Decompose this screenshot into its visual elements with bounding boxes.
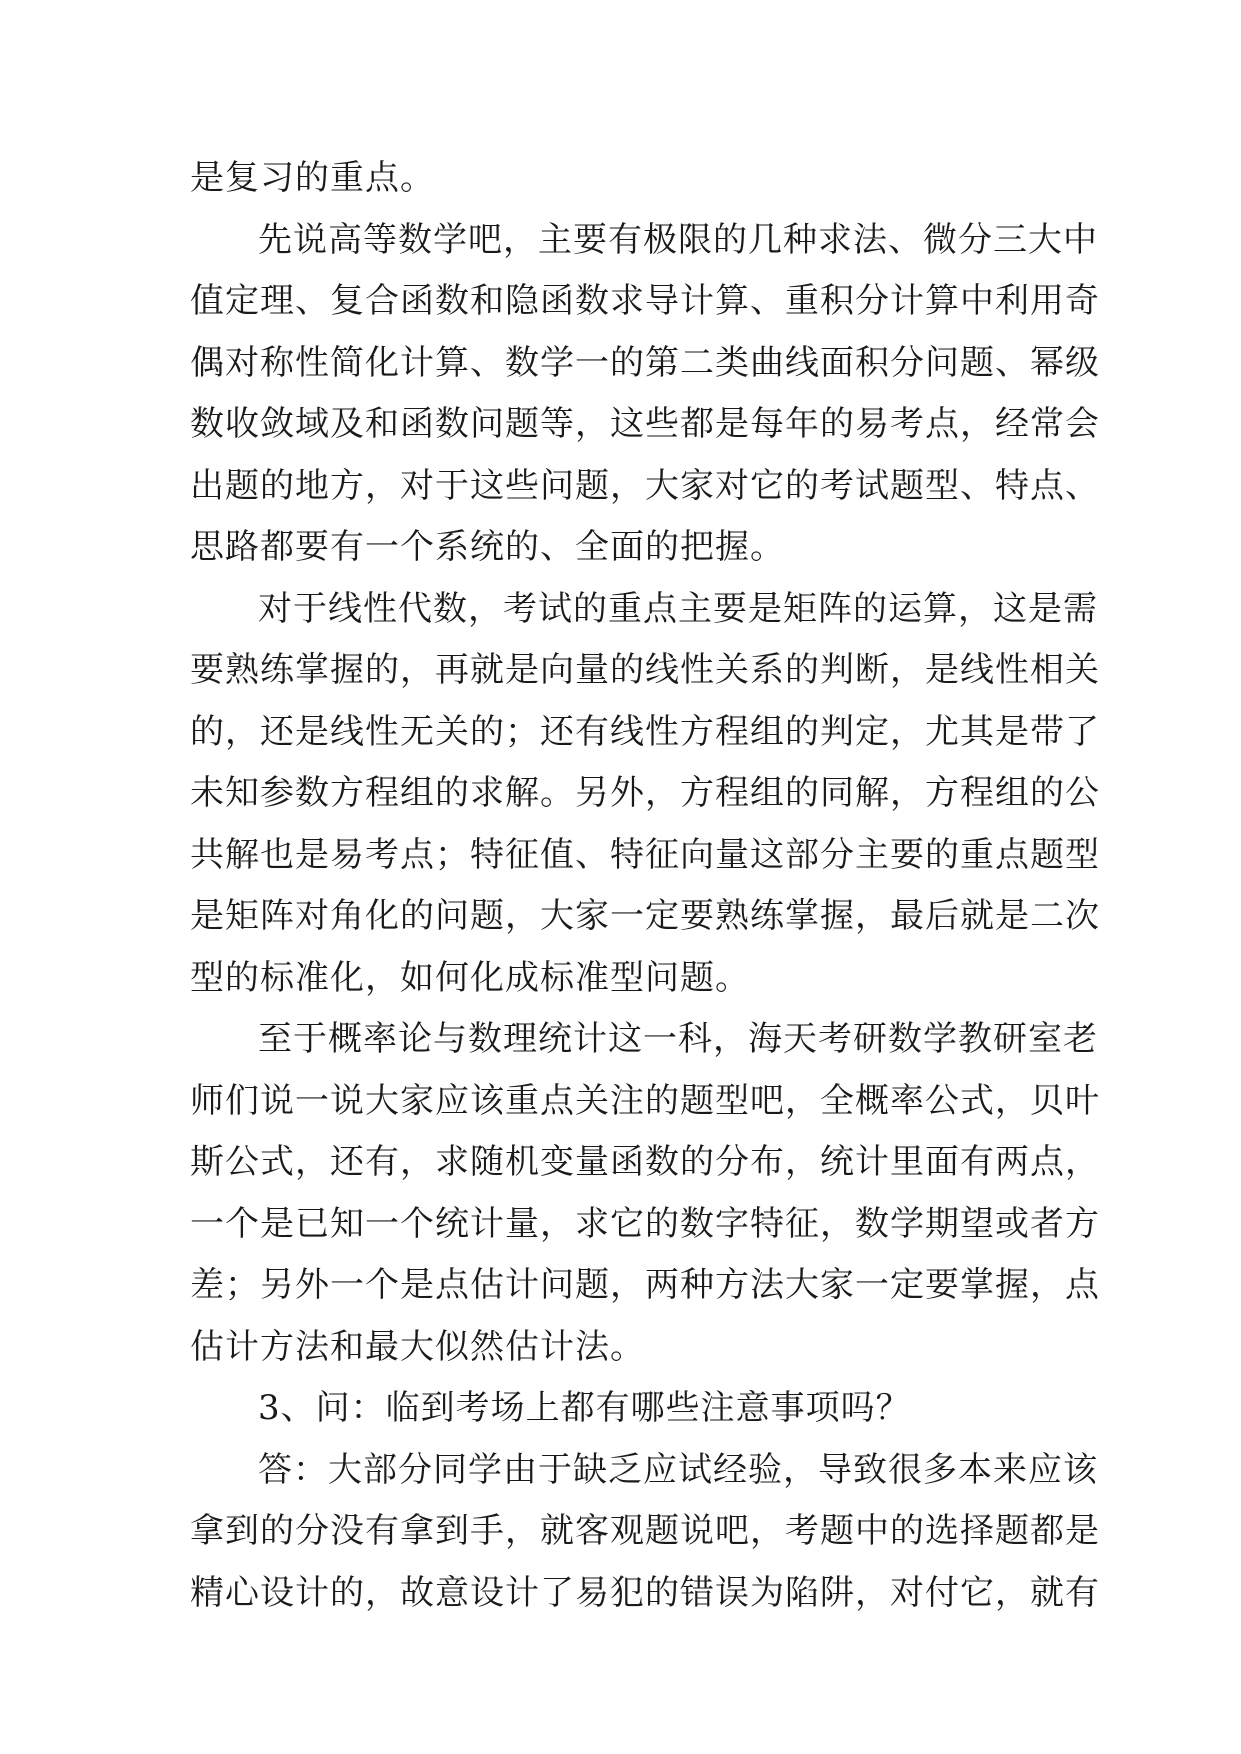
text-line: 对于线性代数，考试的重点主要是矩阵的运算，这是需 — [258, 588, 1098, 629]
text-line: 至于概率论与数理统计这一科，海天考研数学教研室老 — [258, 1019, 1098, 1059]
text-line: 拿到的分没有拿到手，就客观题说吧，考题中的选择题都是 — [190, 1511, 1100, 1551]
text-line: 估计方法和最大似然估计法。 — [190, 1326, 645, 1367]
text-line: 答：大部分同学由于缺乏应试经验，导致很多本来应该 — [258, 1449, 1098, 1490]
text-line: 先说高等数学吧，主要有极限的几种求法、微分三大中 — [258, 219, 1098, 260]
text-line: 一个是已知一个统计量，求它的数字特征，数学期望或者方 — [190, 1203, 1100, 1244]
text-line: 精心设计的，故意设计了易犯的错误为陷阱，对付它，就有 — [190, 1572, 1100, 1613]
text-line: 差；另外一个是点估计问题，两种方法大家一定要掌握，点 — [190, 1265, 1100, 1305]
text-line: 值定理、复合函数和隐函数求导计算、重积分计算中利用奇 — [190, 281, 1100, 321]
body-text — [190, 148, 1100, 1624]
text-line: 是矩阵对角化的问题，大家一定要熟练掌握，最后就是二次 — [190, 896, 1100, 936]
text-line: 师们说一说大家应该重点关注的题型吧，全概率公式，贝叶 — [190, 1080, 1100, 1121]
text-line: 型的标准化，如何化成标准型问题。 — [190, 957, 750, 998]
text-line: 未知参数方程组的求解。另外，方程组的同解，方程组的公 — [190, 773, 1100, 813]
text-line: 的，还是线性无关的；还有线性方程组的判定，尤其是带了 — [190, 711, 1100, 752]
text-line: 斯公式，还有，求随机变量函数的分布，统计里面有两点， — [190, 1142, 1100, 1182]
text-line: 偶对称性简化计算、数学一的第二类曲线面积分问题、幂级 — [190, 342, 1100, 383]
text-line: 出题的地方，对于这些问题，大家对它的考试题型、特点、 — [190, 465, 1100, 506]
text-line: 要熟练掌握的，再就是向量的线性关系的判断，是线性相关 — [190, 650, 1100, 690]
text-line: 思路都要有一个系统的、全面的把握。 — [190, 527, 785, 567]
text-line: 是复习的重点。 — [190, 158, 435, 198]
text-line: 数收敛域及和函数问题等，这些都是每年的易考点，经常会 — [190, 404, 1100, 444]
text-line: 共解也是易考点；特征值、特征向量这部分主要的重点题型 — [190, 834, 1100, 875]
question-heading: 3、问：临到考场上都有哪些注意事项吗？ — [258, 1388, 911, 1428]
